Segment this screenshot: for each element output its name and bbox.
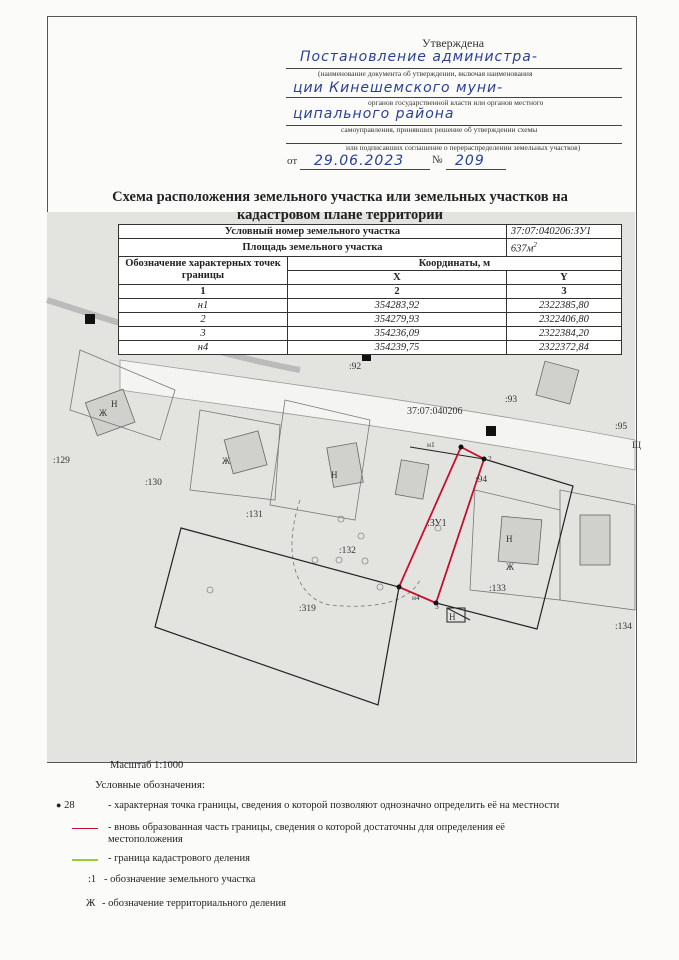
table-row xyxy=(119,284,622,298)
approval-caption-line2: органов государственной власти или органов местного xyxy=(368,98,544,107)
table-row xyxy=(119,326,622,340)
area-label: Площадь земельного участка xyxy=(119,239,507,257)
point-cell: н1 xyxy=(119,298,288,312)
underline xyxy=(300,169,430,170)
cad-value: 37:07:040206:ЗУ1 xyxy=(506,225,621,239)
point-n4: н4 xyxy=(412,593,420,602)
legend-title: Условные обозначения: xyxy=(95,779,206,791)
approval-caption-line4: или подписавших соглашение о перераспределении земельных участков) xyxy=(346,143,581,152)
num-cell: 3 xyxy=(506,284,621,298)
x-cell: 354279,93 xyxy=(288,312,507,326)
num-cell: 2 xyxy=(288,284,507,298)
legend-item: - обозначение территориального деления xyxy=(102,898,286,909)
num-cell: 1 xyxy=(119,284,288,298)
house-letter: Н xyxy=(449,612,456,622)
cad-label: Условный номер земельного участка xyxy=(119,225,507,239)
legend-item: - характерная точка границы, сведения о которой позволяют однозначно определить её на местности xyxy=(108,800,560,811)
number-prefix: № xyxy=(432,154,443,166)
x-header: X xyxy=(288,270,507,284)
y-cell: 2322372,84 xyxy=(506,340,621,354)
approval-handwritten-line3: ципального района xyxy=(293,106,455,122)
area-sup: 2 xyxy=(533,241,537,249)
approval-title: Утверждена xyxy=(422,36,485,50)
document-title xyxy=(100,188,580,224)
table-row xyxy=(119,340,622,354)
house-letter: Н xyxy=(331,470,338,480)
title-line2: кадастровом плане территории xyxy=(236,207,444,223)
point-cell: 2 xyxy=(119,312,288,326)
table-row xyxy=(119,312,622,326)
title-line1: Схема расположения земельного участка или земельных участков на xyxy=(112,189,568,205)
approval-caption-line1: (наименование документа об утверждении, включая наименования xyxy=(318,69,533,78)
col1-header: Обозначение характерных точек границы xyxy=(119,256,288,284)
legend-symbol-text: 28 xyxy=(64,800,75,811)
label-92: :92 xyxy=(349,362,362,372)
y-cell: 2322384,20 xyxy=(506,326,621,340)
y-header: Y xyxy=(506,270,621,284)
new-boundary-line-icon xyxy=(72,828,98,829)
zone-letter: Ж xyxy=(506,562,515,572)
underline xyxy=(446,169,506,170)
area-value: 637м xyxy=(510,243,534,255)
house-letter: Н xyxy=(506,534,513,544)
legend-symbol-text: Ж xyxy=(86,898,96,909)
area-cell xyxy=(506,239,621,257)
parcel-label: :ЗУ1 xyxy=(427,518,447,529)
label-94: :94 xyxy=(475,475,488,485)
label-132: :132 xyxy=(339,546,356,556)
legend-item: - обозначение земельного участка xyxy=(104,874,256,885)
y-cell: 2322385,80 xyxy=(506,298,621,312)
approval-handwritten-line1: Постановление администра- xyxy=(300,49,538,65)
y-cell: 2322406,80 xyxy=(506,312,621,326)
label-319: :319 xyxy=(299,604,316,614)
approval-handwritten-line2: ции Кинешемского муни- xyxy=(293,80,504,96)
street-letter: Щ xyxy=(632,440,642,450)
zone-letter: Ж xyxy=(99,408,108,418)
house-letter: Н xyxy=(111,399,118,409)
cadastral-division-line-icon xyxy=(72,859,98,861)
block-label: 37:07:040206 xyxy=(407,406,463,417)
point-cell: 3 xyxy=(119,326,288,340)
approval-caption-line3: самоуправления, принявших решение об утверждении схемы xyxy=(341,125,538,134)
x-cell: 354236,09 xyxy=(288,326,507,340)
point-2: 2 xyxy=(488,454,492,463)
date-prefix: от xyxy=(287,155,298,167)
legend-item: - граница кадастрового деления xyxy=(108,853,250,864)
point-cell: н4 xyxy=(119,340,288,354)
x-cell: 354283,92 xyxy=(288,298,507,312)
point-n1: н1 xyxy=(427,440,435,449)
approval-date: 29.06.2023 xyxy=(314,153,405,169)
approval-number: 209 xyxy=(455,153,485,169)
label-95: :95 xyxy=(615,422,628,432)
legend-item: - вновь образованная часть границы, сведения о которой достаточны для определения её местоположения xyxy=(108,822,505,845)
label-134: :134 xyxy=(615,622,632,632)
map-scale: Масштаб 1:1000 xyxy=(110,760,184,771)
point-dot-icon: ● xyxy=(56,800,62,810)
label-133: :133 xyxy=(489,584,506,594)
zone-letter: Ж xyxy=(222,456,231,466)
table-row xyxy=(119,298,622,312)
legend-point-symbol xyxy=(56,800,75,811)
x-cell: 354239,75 xyxy=(288,340,507,354)
coords-header: Координаты, м xyxy=(288,256,622,270)
label-131: :131 xyxy=(246,510,263,520)
label-130: :130 xyxy=(145,478,162,488)
legend-symbol-text: :1 xyxy=(88,874,97,885)
label-129: :129 xyxy=(53,456,70,466)
label-93: :93 xyxy=(505,395,518,405)
point-3: 3 xyxy=(435,602,439,611)
coords-table xyxy=(118,224,622,355)
